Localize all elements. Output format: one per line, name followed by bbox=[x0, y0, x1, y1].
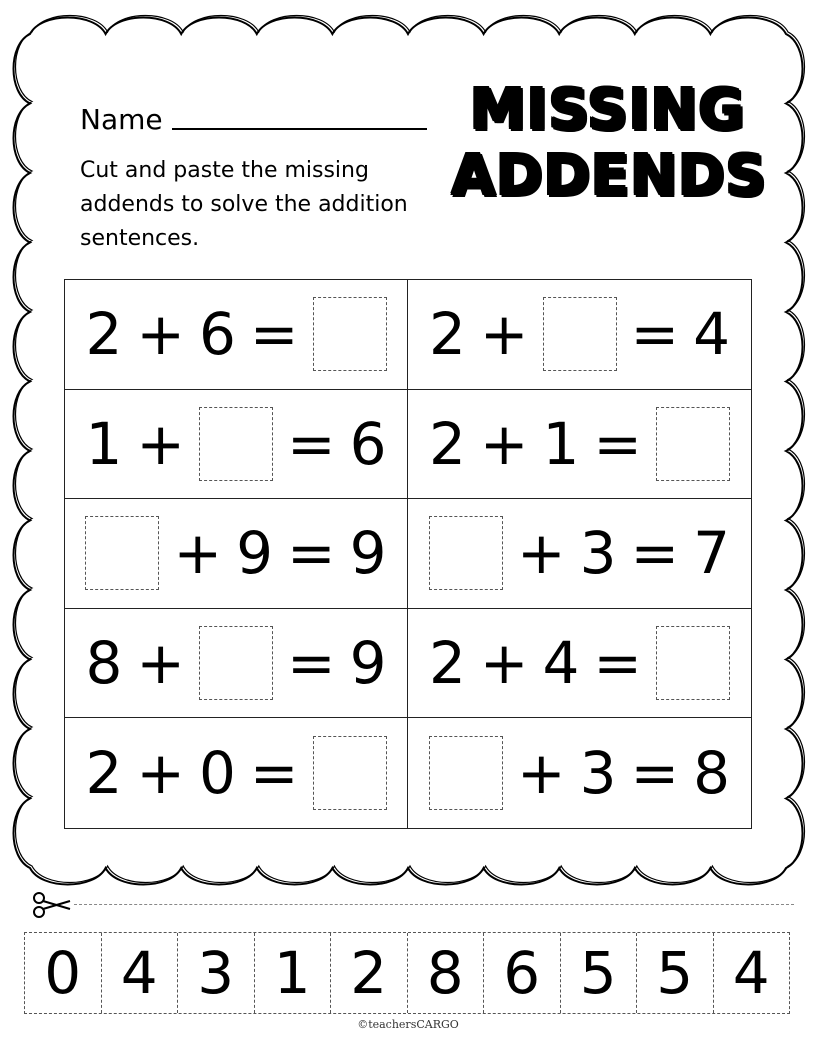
credit: ©teachersCARGO bbox=[357, 1018, 459, 1031]
number: 8 bbox=[693, 739, 731, 808]
answer-card[interactable]: 0 bbox=[25, 933, 102, 1013]
problem-cell bbox=[408, 718, 751, 828]
problem-cell bbox=[408, 499, 751, 609]
number: 3 bbox=[579, 519, 617, 588]
operator: + bbox=[173, 519, 223, 588]
answer-box[interactable] bbox=[429, 736, 503, 810]
operator: + bbox=[479, 300, 529, 369]
problem-cell bbox=[408, 609, 751, 719]
operator: + bbox=[479, 409, 529, 478]
operator: = bbox=[287, 519, 336, 588]
number: 3 bbox=[579, 739, 617, 808]
cut-line bbox=[74, 904, 794, 905]
title-line-1: MISSING bbox=[470, 78, 746, 143]
problem-cell bbox=[408, 280, 751, 390]
problem-cell bbox=[65, 718, 408, 828]
answer-card[interactable]: 3 bbox=[178, 933, 255, 1013]
problem-cell bbox=[408, 390, 751, 500]
operator: = bbox=[593, 409, 643, 478]
operator: + bbox=[516, 739, 566, 808]
answer-cards bbox=[24, 932, 790, 1014]
number: 1 bbox=[85, 409, 123, 478]
number: 2 bbox=[428, 629, 466, 698]
operator: = bbox=[593, 629, 643, 698]
answer-card[interactable]: 4 bbox=[732, 939, 770, 1007]
scissors-icon bbox=[30, 890, 72, 920]
operator: + bbox=[136, 629, 185, 698]
operator: = bbox=[249, 739, 299, 808]
number: 7 bbox=[693, 519, 731, 588]
page-title bbox=[452, 78, 768, 210]
operator: = bbox=[630, 739, 680, 808]
answer-box[interactable] bbox=[199, 626, 273, 700]
name-label: Name bbox=[80, 103, 163, 136]
number: 2 bbox=[428, 409, 466, 478]
operator: = bbox=[630, 519, 680, 588]
answer-card[interactable]: 2 bbox=[331, 933, 408, 1013]
operator: + bbox=[136, 300, 185, 369]
problem-cell bbox=[65, 390, 408, 500]
number: 2 bbox=[85, 739, 123, 808]
operator: = bbox=[249, 300, 299, 369]
answer-box[interactable] bbox=[543, 297, 617, 371]
title-line-2: ADDENDS bbox=[452, 144, 768, 209]
operator: + bbox=[479, 629, 529, 698]
number: 1 bbox=[542, 409, 580, 478]
answer-box[interactable] bbox=[656, 407, 730, 481]
answer-card[interactable]: 5 bbox=[561, 933, 638, 1013]
answer-box[interactable] bbox=[313, 736, 387, 810]
answer-box[interactable] bbox=[313, 297, 387, 371]
problem-cell bbox=[65, 499, 408, 609]
number: 9 bbox=[236, 519, 273, 588]
answer-box[interactable] bbox=[85, 516, 159, 590]
number: 8 bbox=[85, 629, 123, 698]
problem-cell bbox=[65, 280, 408, 390]
number: 0 bbox=[199, 739, 236, 808]
answer-card[interactable]: 5 bbox=[637, 933, 714, 1013]
answer-card[interactable]: 6 bbox=[484, 933, 561, 1013]
operator: + bbox=[136, 739, 185, 808]
answer-card[interactable]: 8 bbox=[408, 933, 485, 1013]
answer-box[interactable] bbox=[199, 407, 273, 481]
answer-card[interactable]: 4 bbox=[102, 933, 179, 1013]
instructions: Cut and paste the missing addends to solve the addition sentences. bbox=[80, 158, 408, 251]
operator: = bbox=[287, 629, 336, 698]
operator: + bbox=[136, 409, 185, 478]
number: 4 bbox=[693, 300, 731, 369]
problem-cell bbox=[65, 609, 408, 719]
number: 2 bbox=[85, 300, 123, 369]
name-field[interactable] bbox=[172, 128, 427, 130]
answer-card[interactable]: 1 bbox=[255, 933, 332, 1013]
number: 9 bbox=[349, 519, 387, 588]
operator: = bbox=[287, 409, 336, 478]
number: 6 bbox=[349, 409, 387, 478]
number: 9 bbox=[349, 629, 387, 698]
operator: + bbox=[516, 519, 566, 588]
answer-box[interactable] bbox=[656, 626, 730, 700]
number: 2 bbox=[428, 300, 466, 369]
number: 4 bbox=[542, 629, 580, 698]
operator: = bbox=[630, 300, 680, 369]
problem-grid bbox=[64, 279, 752, 829]
number: 6 bbox=[199, 300, 236, 369]
answer-box[interactable] bbox=[429, 516, 503, 590]
